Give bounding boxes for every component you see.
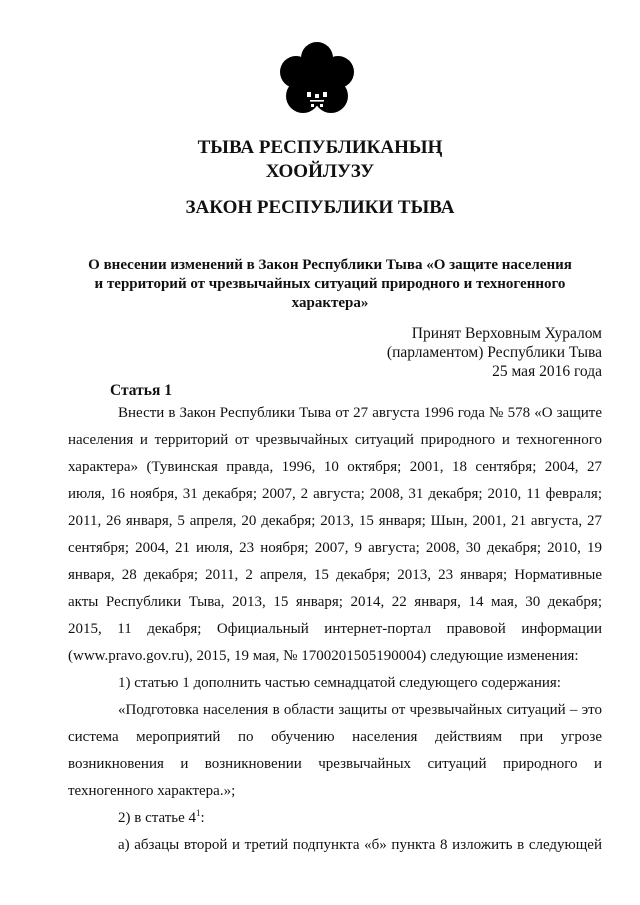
body-line: возникновения и возникновении чрезвычайных ситуаций природного и xyxy=(68,756,602,772)
body-line: января, 28 декабря; 2011, 2 апреля, 15 декабря; 2013, 23 января; Нормативные xyxy=(68,567,602,583)
adoption-line-2: (парламентом) Республики Тыва xyxy=(386,344,602,361)
parliament-name-line-2: ХООЙЛУЗУ xyxy=(265,161,375,182)
law-subject xyxy=(70,256,590,313)
body-line: (www.pravo.gov.ru), 2015, 19 мая, № 1700201505190004) следующие изменения: xyxy=(68,648,579,664)
body-line: 2011, 26 января, 5 апреля, 20 декабря; 2013, 15 января; Шын, 2001, 21 августа, 27 xyxy=(68,513,602,529)
item-2-line xyxy=(118,808,602,828)
body-line: характера» (Тувинская правда, 1996, 10 октября; 2001, 18 сентября; 2004, 27 xyxy=(68,459,602,475)
law-subject-line-1: О внесении изменений в Закон Республики Тыва «О защите населения xyxy=(88,257,572,273)
item-2-text: 2) в статье 4 xyxy=(118,810,197,826)
body-line: техногенного характера.»; xyxy=(68,783,236,799)
body-line: 1) статью 1 дополнить частью семнадцатой следующего содержания: xyxy=(118,675,561,691)
body-line: Внести в Закон Республики Тыва от 27 августа 1996 года № 578 «О защите xyxy=(118,405,602,421)
parliament-name xyxy=(0,136,640,184)
body-line: июля, 16 ноября, 31 декабря; 2007, 2 августа; 2008, 31 декабря; 2010, 11 февраля; xyxy=(68,486,602,502)
body-line: населения и территорий от чрезвычайных ситуаций природного и техногенного xyxy=(68,432,602,448)
law-title: ЗАКОН РЕСПУБЛИКИ ТЫВА xyxy=(185,197,455,218)
law-subject-line-2: и территорий от чрезвычайных ситуаций природного и техногенного xyxy=(94,276,566,292)
coat-of-arms-emblem xyxy=(277,42,357,118)
parliament-name-line-1: ТЫВА РЕСПУБЛИКАНЫҢ xyxy=(197,137,443,158)
article-heading: Статья 1 xyxy=(110,382,172,399)
body-line: 2015, 11 декабря; Официальный интернет-портал правовой информации xyxy=(68,621,602,637)
item-2-end: : xyxy=(200,810,205,826)
adoption-line-3: 25 мая 2016 года xyxy=(492,363,602,380)
item-a-line: а) абзацы второй и третий подпункта «б» пункта 8 изложить в следующей xyxy=(118,837,602,853)
law-subject-line-3: характера» xyxy=(291,295,369,311)
body-line: акты Республики Тыва, 2013, 15 января; 2014, 22 января, 14 мая, 30 декабря; xyxy=(68,594,602,610)
body-line: сентября; 2004, 21 июля, 23 ноября; 2007, 9 августа; 2008, 30 декабря; 2010, 19 xyxy=(68,540,602,556)
item-2-superscript: 1 xyxy=(196,808,201,818)
adoption-line-1: Принят Верховным Хуралом xyxy=(411,325,602,342)
body-line: «Подготовка населения в области защиты от чрезвычайных ситуаций – это xyxy=(118,702,602,718)
adoption-block xyxy=(387,324,602,381)
body-line: система мероприятий по обучению населения действиям при угрозе xyxy=(68,729,602,745)
